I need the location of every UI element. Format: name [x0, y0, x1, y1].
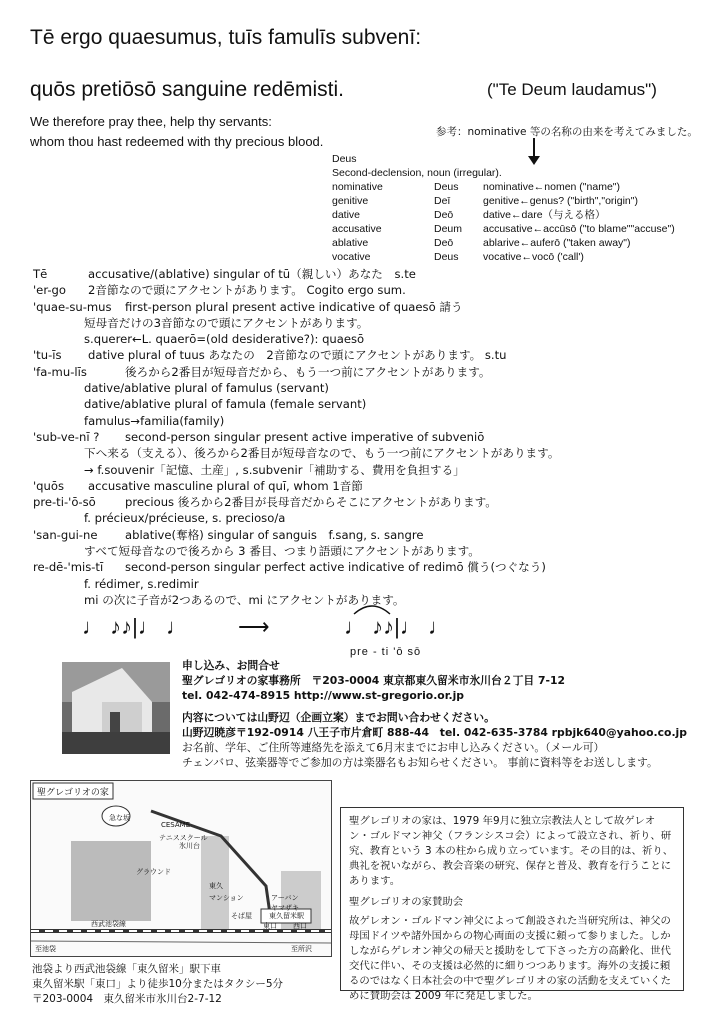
gloss-line: [33, 396, 559, 412]
planner-contact[interactable]: 山野辺暁彦〒192-0914 八王子市片倉町 888-44 tel. 042-635-3784 rpbjk640@yahoo.co.jp: [182, 725, 687, 739]
map-label: CESAME: [161, 821, 191, 829]
map-label: マンション: [209, 894, 244, 902]
declension-case: vocative: [332, 251, 371, 263]
gloss-text: dative/ablative plural of famula (female servant): [84, 397, 367, 412]
about-paragraph-1: 聖グレゴリオの家は、1979 年9月に独立宗教法人として故ゲレオン・ゴルドマン神父（フランシスコ会）によって設立され、祈り、研究、教育という 3 本の柱から成り立っています。その目的は、祈り、典礼を祝いながら、教会音楽の研究、保存と普及、教育を行うことにあります。: [349, 815, 674, 887]
declension-case: nominative: [332, 181, 383, 193]
gloss-line: [33, 347, 559, 363]
gloss-text: first-person plural present active indicative of quaesō 請う: [125, 299, 463, 314]
gloss-word: 'quae-su-mus: [33, 299, 112, 314]
declension-origin: dative←dare（与える格）: [483, 209, 606, 221]
gloss-word: 'quōs: [33, 478, 65, 493]
latin-line-2: quōs pretiōsō sanguine redēmisti.: [30, 78, 345, 101]
map-label: 東口: [263, 922, 277, 930]
gloss-text: famulus→familia(family): [84, 413, 225, 428]
gloss-text: s.querer←L. quaerō=(old desiderative?): quaesō: [84, 332, 365, 347]
instrument-note: チェンバロ、弦楽器等でご参加の方は楽器名もお知らせください。 事前に資料等をお送しします。: [182, 756, 658, 770]
about-box: [340, 807, 684, 1002]
rhythm-before: ♩ ♪♪|♩ ♩: [82, 614, 188, 639]
gloss-text: f. précieux/précieuse, s. precioso/a: [84, 511, 286, 526]
gloss-line: [33, 266, 559, 282]
gloss-word: 'san-gui-ne: [33, 527, 98, 542]
gloss-word: re-dē-'mis-tī: [33, 560, 104, 575]
gloss-line: [33, 559, 559, 575]
declension-form: Deus: [434, 181, 459, 193]
gloss-list: [33, 266, 559, 608]
map-label: 至所沢: [291, 945, 312, 953]
inquiry-note: 内容については山野辺（企画立案）までお問い合わせください。: [182, 710, 495, 724]
gloss-word: 'tu-īs: [33, 348, 62, 363]
declension-case: ablative: [332, 237, 369, 249]
declension-form: Deī: [434, 195, 451, 207]
declension-origin: vocative←vocō ('call'): [483, 251, 584, 263]
down-arrow-head-icon: [528, 156, 540, 165]
gloss-line: [33, 380, 559, 396]
gloss-text: dative/ablative plural of famulus (servant): [84, 381, 329, 396]
declension-case: genitive: [332, 195, 369, 207]
syllables: pre - ti 'ō sō: [350, 646, 422, 658]
translation-line-2: whom thou hast redeemed with thy precious blood.: [30, 134, 324, 149]
access-line-1: 池袋より西武池袋線「東久留米」駅下車: [32, 963, 221, 975]
access-line-2: 東久留米駅「東口」より徒歩10分またはタクシー5分: [32, 978, 284, 990]
declension-form: Deum: [434, 223, 463, 235]
latin-line-1: Tē ergo quaesumus, tuīs famulīs subvenī:: [30, 26, 422, 49]
map-label: テニススクール: [159, 834, 208, 842]
rhythm-after: ♩ ♪♪|♩ ♩: [344, 614, 450, 639]
access-directions: [32, 962, 283, 1007]
declension-origin: accusative←accūsō ("to blame""accuse"): [483, 223, 675, 235]
gloss-text: 後ろから2番目が短母音だから、もう一つ前にアクセントがあります。: [125, 364, 491, 379]
map-label: 西口: [293, 922, 307, 930]
gloss-text: second-person singular perfect active indicative of redimō 償う(つぐなう): [125, 560, 546, 575]
map-label: 至池袋: [35, 945, 56, 953]
contact-block: [182, 658, 687, 770]
gloss-word: 'sub-ve-nī ?: [33, 429, 100, 444]
gloss-line: [33, 478, 559, 494]
gloss-line: [33, 429, 559, 445]
gloss-text: dative plural of tuus あなたの 2音節なので頭にアクセントがあります。 s.tu: [88, 348, 507, 363]
map-label: アーバン: [271, 894, 299, 902]
map-label: 氷川台: [179, 842, 200, 850]
map-label: そば屋: [231, 912, 252, 920]
map-label: グラウンド: [136, 868, 171, 876]
map-label: 東久留米駅: [269, 912, 304, 920]
reference-note: 参考：nominative 等の名称の由来を考えてみました。: [436, 126, 698, 138]
gloss-line: [33, 510, 559, 526]
map-label: 西武池袋線: [91, 920, 126, 928]
source-title: ("Te Deum laudamus"): [487, 80, 657, 99]
gloss-text: → f.souvenir「記憶、土産」, s.subvenir「補助する、費用を負担する」: [84, 462, 465, 477]
gloss-text: mi の次に子音が2つあるので、mi にアクセントがあります。: [84, 592, 405, 607]
declension-word: Deus: [332, 153, 357, 165]
declension-origin: genitive←genus? ("birth","origin"): [483, 195, 638, 207]
map-label: 東久: [209, 882, 223, 890]
gloss-text: すべて短母音なので後ろから 3 番目、つまり語頭にアクセントがあります。: [84, 544, 480, 559]
declension-case: dative: [332, 209, 361, 221]
access-line-3: 〒203-0004 東久留米市氷川台2-7-12: [32, 993, 222, 1005]
gloss-line: [33, 413, 559, 429]
declension-origin: ablarive←auferō ("taken away"): [483, 237, 631, 249]
gloss-line: [33, 543, 559, 559]
support-title: 聖グレゴリオの家賛助会: [349, 896, 464, 908]
gloss-line: [33, 282, 559, 298]
declension-form: Deō: [434, 237, 454, 249]
gloss-line: [33, 299, 559, 315]
map-label: ヤマザキ: [271, 904, 299, 912]
map-label: 急な坂: [109, 814, 130, 822]
office-tel-url[interactable]: tel. 042-474-8915 http://www.st-gregorio.or.jp: [182, 689, 465, 703]
office-address: 聖グレゴリオの家事務所 〒203-0004 東京都東久留米市氷川台２丁目 7-12: [182, 674, 566, 688]
gloss-line: [33, 462, 559, 478]
map-title: 聖グレゴリオの家: [37, 788, 109, 798]
gloss-word: pre-ti-'ō-sō: [33, 495, 96, 510]
contact-heading: 申し込み、お問合せ: [182, 659, 280, 672]
translation-line-1: We therefore pray thee, help thy servants:: [30, 114, 272, 129]
rhythm-arrow-icon: ⟶: [238, 614, 270, 639]
gloss-text: precious 後ろから2番目が長母音だからそこにアクセントがあります。: [125, 495, 497, 510]
gloss-line: [33, 576, 559, 592]
gloss-line: [33, 364, 559, 380]
gloss-word: 'er-go: [33, 283, 66, 298]
gloss-text: f. rédimer, s.redimir: [84, 576, 199, 591]
gloss-text: 下へ来る（支える）、後ろから2番目が短母音なので、もう一つ前にアクセントがあります。: [84, 446, 560, 461]
application-note: お名前、学年、ご住所等連絡先を添えて6月末までにお申し込みください。（メール可）: [182, 740, 605, 754]
gloss-line: [33, 445, 559, 461]
gloss-line: [33, 494, 559, 510]
declension-type: Second-declension, noun (irregular).: [332, 167, 502, 179]
gloss-line: [33, 527, 559, 543]
gloss-line: [33, 592, 559, 608]
gloss-text: accusative/(ablative) singular of tū（親しい）あなた s.te: [88, 267, 416, 281]
gloss-text: 2音節なので頭にアクセントがあります。 Cogito ergo sum.: [88, 283, 406, 298]
gloss-line: [33, 315, 559, 331]
declension-form: Deus: [434, 251, 459, 263]
declension-origin: nominative←nomen ("name"): [483, 181, 621, 193]
building-photo: [62, 662, 170, 754]
gloss-text: 短母音だけの3音節なので頭にアクセントがあります。: [84, 315, 369, 330]
gloss-word: 'fa-mu-līs: [33, 364, 87, 379]
about-paragraph-2: 故ゲレオン・ゴルドマン神父によって創設された当研究所は、神父の母国ドイツや諸外国からの物心両面の支援に頼って参りました。しかしながらゲレオン神父の帰天と援助をして下さった方の高齢化、世代交代に伴い、その支援は必然的に細りつつあります。海外の支援に頼るのではなく日本社会の中で聖グレゴリオの家の活動を支えていくために賛助会は 2009 年に発足しました。: [349, 915, 672, 1002]
gloss-text: ablative(奪格) singular of sanguis f.sang, s. sangre: [125, 527, 424, 542]
declension-form: Deō: [434, 209, 454, 221]
access-map: [30, 780, 332, 957]
gloss-text: second-person singular present active imperative of subveniō: [125, 429, 485, 444]
gloss-text: accusative masculine plural of quī, whom 1音節: [88, 478, 363, 493]
gloss-word: Tē: [33, 267, 48, 281]
declension-case: accusative: [332, 223, 382, 235]
gloss-line: [33, 331, 559, 347]
